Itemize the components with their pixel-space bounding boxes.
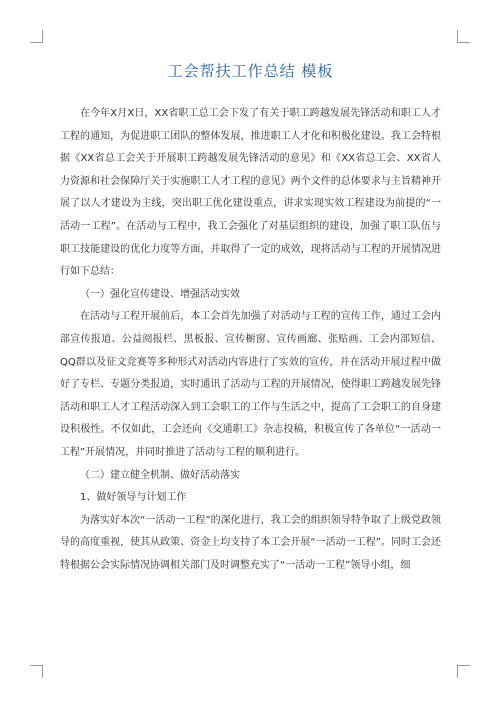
crop-mark-bottom-left <box>30 665 43 678</box>
crop-mark-top-right <box>457 30 470 43</box>
section-heading-2: （二）建立健全机制、做好活动落实 <box>80 469 240 481</box>
intro-paragraph: 在今年X月X日，XX省职工总工会下发了有关于职工跨越发展先锋活动和职工人才工程的通知，为促进职工团队的整体发展，推进职工人才化和积极化建设。我工会特根据《XX省总工会关于开展职工跨越发展先锋活动的意见》和《XX省总工会、XX省人力资源和社会保障厅关于实施职工人才工程的意见》两个文件的总体要求与主旨精神开展了以人才建设为主线，突出职工优化建设重点，讲求实现实效工程建设为前提的“一活动一工程”。在活动与工程中，我工会强化了对基层组织的建设，加强了职工队伍与职工技能建设的优化力度等方面，并取得了一定的成效，现将活动与工程的开展情况进行如下总结： <box>60 108 441 278</box>
crop-mark-bottom-right <box>457 665 470 678</box>
subsection-heading-1: 1、做好领导与计划工作 <box>80 492 187 504</box>
section-heading-1: （一）强化宣传建设、增强活动实效 <box>80 288 240 300</box>
crop-mark-top-left <box>30 30 43 43</box>
subsection-1-paragraph: 为落实好本次“一活动一工程”的深化进行，我工会的组织领导特争取了上级党政领导的高度重视，使其从政策、资金上均支持了本工会开展“一活动一工程”。同时工会还特根据公会实际情况协调相关部门及时调整充实了“一活动一工程”领导小组，细 <box>60 514 441 571</box>
document-title: 工会帮扶工作总结 模板 <box>167 62 334 80</box>
document-page <box>60 60 441 577</box>
section-1-paragraph: 在活动与工程开展前后，本工会首先加强了对活动与工程的宣传工作，通过工会内部宣传报道、公益阅报栏、黑板报、宣传橱窗、宣传画廊、张贴画、工会内部短信、QQ群以及征文竞赛等多种形式对活动内容进行了实效的宣传，并在活动开展过程中做好了专栏、专题分类报道，实时通讯了活动与工程的开展情况，使得职工跨越发展先锋活动和职工人才工程活动深入到工会职工的工作与生活之中，提高了工会职工的自身建设积极性。不仅如此，工会还向《交通职工》杂志投稿，积极宣传了各单位“一活动一工程”开展情况，并同时推进了活动与工程的顺利进行。 <box>60 311 441 458</box>
